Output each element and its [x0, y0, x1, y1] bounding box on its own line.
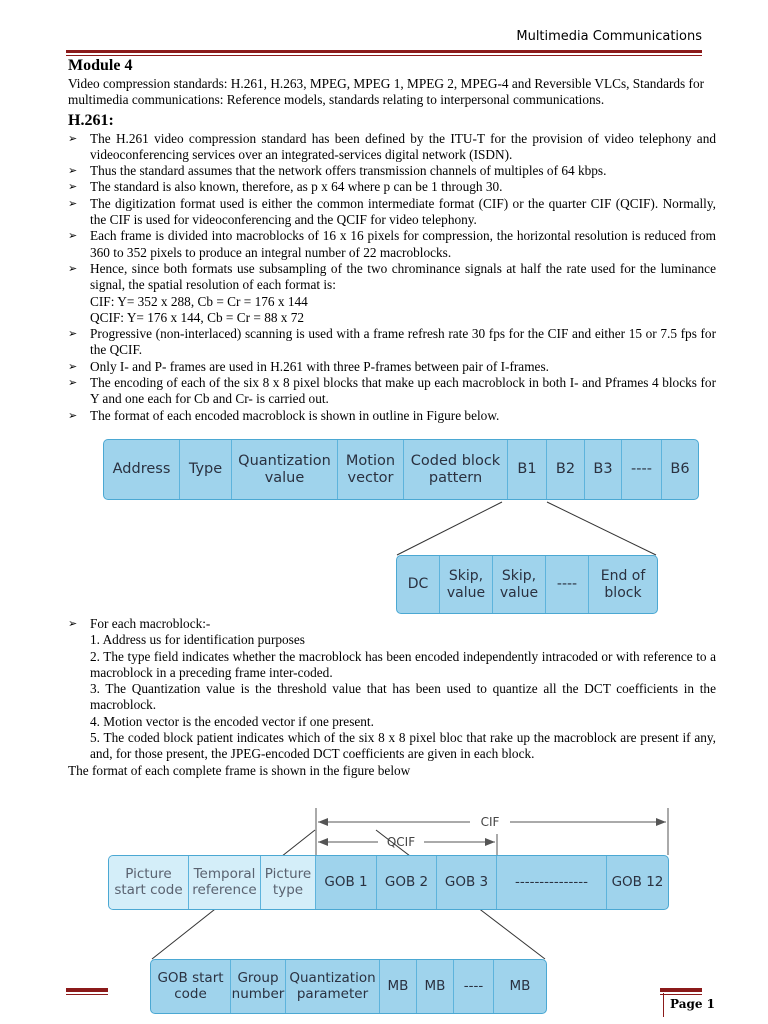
page-number: Page 1 [670, 997, 716, 1011]
gob-field-start-code: GOB start code [151, 960, 231, 1013]
explanation-item: 4. Motion vector is the encoded vector if one present. [90, 713, 374, 729]
bullet: ➢ For each macroblock:- [68, 616, 716, 632]
arrow-head [318, 838, 328, 846]
page-number-divider [663, 993, 664, 1017]
header-title: Multimedia Communications [516, 29, 702, 44]
field-b1: B1 [508, 440, 547, 499]
cif-label: CIF [480, 815, 500, 829]
gob-field-ellipsis: ---- [454, 960, 494, 1013]
gob-field-mb: MB [509, 977, 531, 994]
field-gob3: GOB 3 [437, 856, 497, 909]
bullet: ➢ Progressive (non-interlaced) scanning is used with a frame refresh rate 30 fps for the CIF and either 15 or 7.5 fps for the QCIF. [68, 326, 716, 359]
field-motion-vector: Motion vector [338, 440, 404, 499]
explanation-item: 3. The Quantization value is the threshold value that has been used to quantize all the DCT coefficients in the macroblock. [90, 681, 716, 713]
gob-field-mb: MB [380, 960, 417, 1013]
explanation [68, 616, 716, 779]
field-gob12: GOB 12 [611, 873, 664, 890]
block-field-dc: DC [397, 556, 440, 613]
connector-line [397, 502, 502, 555]
footer-rule-right-thin [660, 994, 702, 995]
cif-resolution: CIF: Y= 352 x 288, Cb = Cr = 176 x 144 [90, 293, 308, 309]
explanation-item: 1. Address us for identification purposes [90, 632, 305, 648]
bullet: ➢ Hence, since both formats use subsampling of the two chrominance signals at half the rate used for the luminance signal, the spatial resolution of each format is: [68, 261, 716, 294]
bullet: ➢ The digitization format used is either the common intermediate format (CIF) or the quarter CIF (QCIF). Normally, the CIF is used for videoconferencing and the QCIF for video telephony. [68, 196, 716, 229]
arrow-head [318, 818, 328, 826]
block-field-skip-value: Skip, value [493, 556, 546, 613]
field-b2: B2 [547, 440, 585, 499]
bullet: ➢ The H.261 video compression standard has been defined by the ITU-T for the provision of video telephony and videoconferencing services over an integrated-services digital network (ISDN). [68, 131, 716, 164]
bullet: ➢ The encoding of each of the six 8 x 8 pixel blocks that make up each macroblock in both I- and Pframes 4 blocks for Y and one each for Cb and Cr- is carried out. [68, 375, 716, 408]
footer-rule-left-thin [66, 994, 108, 995]
field-gob2: GOB 2 [377, 856, 437, 909]
footer-rule-right [660, 988, 702, 992]
field-b3: B3 [585, 440, 622, 499]
block-field-end-of-block: End of block [600, 568, 646, 601]
gob-field-mb: MB [417, 960, 454, 1013]
arrow-head [656, 818, 666, 826]
connector-line [547, 502, 656, 555]
explanation-item: 2. The type field indicates whether the macroblock has been encoded independently intracoded or with reference to a macroblock in a preceding frame inter-coded. [90, 648, 716, 680]
arrow-head [485, 838, 495, 846]
explanation-item: 5. The coded block patient indicates which of the six 8 x 8 pixel bloc that rake up the macroblock are present if any, and, for those present, the JPEG-encoded DCT coefficients are given in each block. [90, 730, 716, 762]
field-type: Type [180, 440, 232, 499]
gob-format-diagram [150, 959, 547, 1014]
field-coded-block-pattern: Coded block pattern [404, 440, 508, 499]
gob-field-group-number: Group number [231, 960, 286, 1013]
block-field-skip-value: Skip, value [440, 556, 493, 613]
qcif-resolution: QCIF: Y= 176 x 144, Cb = Cr = 88 x 72 [90, 309, 305, 325]
field-address: Address [104, 440, 180, 499]
h261-heading: H.261: [68, 111, 114, 129]
field-gob1: GOB 1 [316, 856, 377, 909]
bullet: ➢ The standard is also known, therefore, as p x 64 where p can be 1 through 30. [68, 179, 716, 195]
bullet: ➢ Only I- and P- frames are used in H.261 with three P-frames between pair of I-frames. [68, 359, 716, 375]
frame-intro: The format of each complete frame is shown in the figure below [68, 762, 411, 778]
field-ellipsis: --------------- [497, 856, 607, 909]
bullet: ➢ Each frame is divided into macroblocks of 16 x 16 pixels for compression, the horizontal resolution is reduced from 360 to 352 pixels to produce an integral number of 22 macroblocks. [68, 228, 716, 261]
gob-field-quantization-parameter: Quantization parameter [286, 960, 380, 1013]
field-b6: B6 [670, 461, 690, 478]
frame-format-diagram [108, 855, 669, 910]
field-temporal-reference: Temporal reference [189, 856, 261, 909]
field-picture-start-code: Picture start code [109, 856, 189, 909]
footer-rule-left [66, 988, 108, 992]
block-field-ellipsis: ---- [546, 556, 589, 613]
field-picture-type: Picture type [261, 856, 316, 909]
bullet: ➢ The format of each encoded macroblock is shown in outline in Figure below. [68, 408, 716, 424]
module-intro: Video compression standards: H.261, H.263, MPEG, MPEG 1, MPEG 2, MPEG-4 and Reversible VLCs, Standards for multimedia communications: Reference models, standards relating to interpersonal communications. [68, 76, 705, 108]
module-title: Module 4 [68, 57, 133, 74]
block-format-diagram [396, 555, 658, 614]
field-ellipsis: ---- [622, 440, 662, 499]
qcif-label: QCIF [386, 835, 416, 849]
field-quantization-value: Quantization value [232, 440, 338, 499]
bullet: ➢ Thus the standard assumes that the network offers transmission channels of multiples of 64 kbps. [68, 163, 716, 179]
